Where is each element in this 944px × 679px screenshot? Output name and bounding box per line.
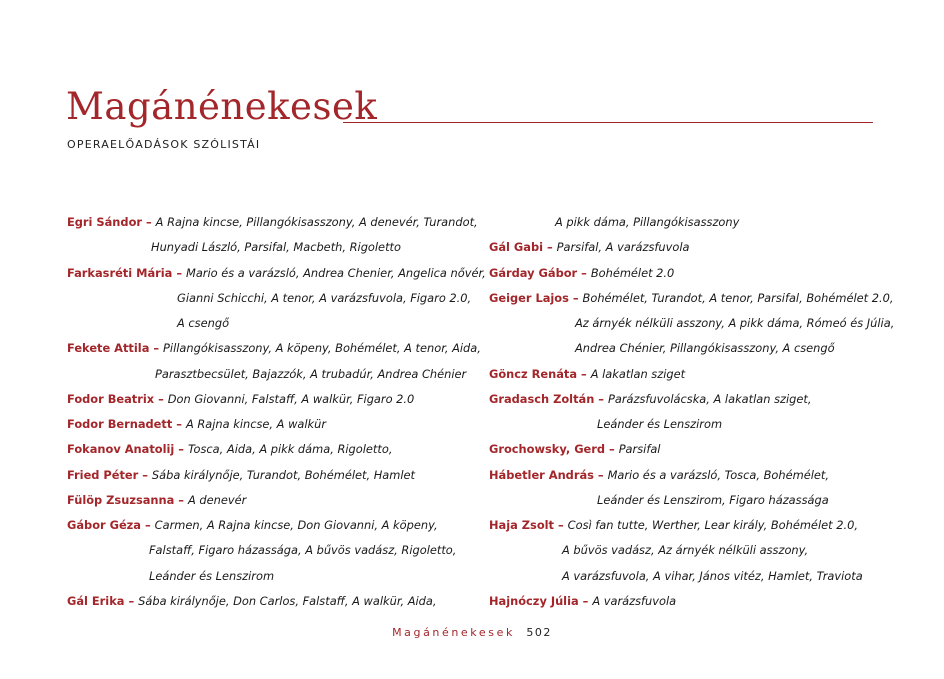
singer-entry — [67, 336, 481, 361]
separator-dash: – — [138, 467, 152, 482]
works-list: Sába királynője, Don Carlos, Falstaff, A walkür, Aida, — [138, 593, 437, 608]
separator-dash: – — [577, 265, 591, 280]
separator-dash: – — [142, 215, 156, 229]
entry-continuation — [67, 311, 467, 336]
singer-entry — [489, 589, 909, 614]
singer-name: Haja Zsolt — [489, 518, 554, 532]
page-title: Magánénekesek — [66, 85, 378, 128]
singer-name: Geiger Lajos — [489, 290, 569, 305]
separator-dash: – — [174, 442, 188, 457]
works-list: A Rajna kincse, A walkür — [185, 417, 327, 431]
singer-entry — [67, 589, 467, 614]
works-list: Don Giovanni, Falstaff, A walkür, Figaro 2.0 — [167, 391, 415, 406]
entry-continuation — [67, 286, 472, 311]
singer-entry — [67, 261, 486, 286]
works-list: Andrea Chénier, Pillangókisasszony, A csengő — [575, 341, 835, 356]
separator-dash: – — [578, 593, 593, 608]
singer-name: Fried Péter — [67, 467, 139, 482]
works-list: A varázsfuvola — [592, 593, 677, 608]
singer-entry — [67, 513, 467, 538]
works-list: A pikk dáma, Pillangókisasszony — [555, 215, 740, 229]
separator-dash: – — [124, 593, 139, 608]
singer-entry — [67, 437, 467, 462]
works-list: Parázsfuvolácska, A lakatlan sziget, — [607, 391, 812, 406]
singer-name: Egri Sándor — [67, 215, 143, 229]
separator-dash: – — [172, 265, 186, 280]
works-list: Parsifal, A varázsfuvola — [556, 240, 690, 255]
singer-entry — [489, 261, 909, 286]
entry-continuation — [67, 235, 467, 260]
singer-entry — [489, 513, 909, 538]
singer-entry — [67, 210, 478, 235]
works-list: A bűvös vadász, Az árnyék nélküli asszony, — [562, 543, 809, 558]
singer-entry — [67, 387, 467, 412]
singer-entry — [489, 362, 909, 387]
works-list: Così fan tutte, Werther, Lear király, Bohémélet 2.0, — [567, 518, 858, 532]
separator-dash: – — [577, 366, 591, 381]
works-list: Hunyadi László, Parsifal, Macbeth, Rigoletto — [151, 240, 401, 255]
works-list: Gianni Schicchi, A tenor, A varázsfuvola, Figaro 2.0, — [177, 290, 472, 305]
entry-continuation — [67, 362, 467, 387]
separator-dash: – — [568, 290, 583, 305]
singer-entry — [489, 387, 909, 412]
works-list: Mario és a varázsló, Andrea Chenier, Angelica nővér, — [186, 265, 486, 280]
left-column — [67, 210, 486, 614]
title-rule — [343, 122, 873, 123]
works-list: Tosca, Aida, A pikk dáma, Rigoletto, — [187, 442, 393, 457]
footer-title: Magánénekesek — [392, 626, 515, 639]
singer-entry — [67, 412, 467, 437]
singer-name: Fokanov Anatolij — [67, 442, 175, 457]
singer-name: Hábetler András — [489, 467, 594, 482]
entry-continuation — [67, 564, 467, 589]
entry-continuation — [489, 336, 909, 361]
separator-dash: – — [593, 467, 608, 482]
separator-dash: – — [141, 518, 155, 532]
works-list: Leánder és Lenszirom, Figaro házassága — [597, 492, 829, 507]
singer-name: Gál Erika — [67, 593, 125, 608]
singer-entry — [67, 488, 467, 513]
singer-name: Göncz Renáta — [489, 366, 578, 381]
singer-name: Grochowsky, Gerd — [489, 442, 606, 457]
separator-dash: – — [543, 240, 557, 255]
works-list: Carmen, A Rajna kincse, Don Giovanni, A köpeny, — [154, 518, 438, 532]
singer-entry — [489, 235, 909, 260]
singer-name: Hajnóczy Júlia — [489, 593, 579, 608]
entry-continuation — [489, 210, 909, 235]
page-number: 502 — [526, 626, 552, 639]
entry-continuation — [489, 311, 909, 336]
entry-continuation — [489, 412, 909, 437]
singer-name: Fülöp Zsuzsanna — [67, 492, 175, 507]
entry-continuation — [489, 488, 909, 513]
entry-continuation — [489, 564, 909, 589]
singer-entry — [489, 437, 909, 462]
separator-dash: – — [594, 391, 608, 406]
singer-name: Fodor Beatrix — [67, 391, 155, 406]
works-list: Leánder és Lenszirom — [149, 568, 275, 583]
works-list: Pillangókisasszony, A köpeny, Bohémélet, A tenor, Aida, — [163, 341, 481, 356]
page-footer — [0, 626, 944, 639]
works-list: Falstaff, Figaro házassága, A bűvös vadász, Rigoletto, — [149, 543, 457, 558]
works-list: A lakatlan sziget — [590, 366, 686, 381]
works-list: A varázsfuvola, A vihar, János vitéz, Hamlet, Traviota — [562, 568, 863, 583]
singer-entry — [489, 286, 909, 311]
singer-name: Fodor Bernadett — [67, 417, 173, 431]
separator-dash: – — [554, 518, 568, 532]
separator-dash: – — [172, 417, 186, 431]
works-list: Parasztbecsület, Bajazzók, A trubadúr, Andrea Chénier — [155, 366, 467, 381]
works-list: Az árnyék nélküli asszony, A pikk dáma, Rómeó és Júlia, — [575, 316, 895, 330]
singer-name: Gradasch Zoltán — [489, 391, 595, 406]
works-list: Sába királynője, Turandot, Bohémélet, Hamlet — [151, 467, 415, 482]
singer-entry — [67, 463, 467, 488]
separator-dash: – — [149, 341, 164, 356]
right-column — [489, 210, 909, 614]
entry-continuation — [67, 538, 467, 563]
page-subtitle: OPERAELŐADÁSOK SZÓLISTÁI — [67, 138, 261, 151]
works-list: A csengő — [177, 316, 230, 330]
singer-name: Gárday Gábor — [489, 265, 578, 280]
works-list: Bohémélet 2.0 — [590, 265, 675, 280]
separator-dash: – — [154, 391, 168, 406]
singer-entry — [489, 463, 909, 488]
works-list: Mario és a varázsló, Tosca, Bohémélet, — [607, 467, 829, 482]
separator-dash: – — [174, 492, 188, 507]
works-list: A denevér — [187, 492, 247, 507]
singer-name: Fekete Attila — [67, 341, 150, 356]
singer-name: Farkasréti Mária — [67, 265, 173, 280]
works-list: Parsifal — [618, 442, 661, 457]
works-list: Bohémélet, Turandot, A tenor, Parsifal, Bohémélet 2.0, — [582, 290, 894, 305]
entry-continuation — [489, 538, 909, 563]
works-list: A Rajna kincse, Pillangókisasszony, A denevér, Turandot, — [155, 215, 478, 229]
works-list: Leánder és Lenszirom — [597, 417, 723, 431]
singer-name: Gábor Géza — [67, 518, 141, 532]
singer-name: Gál Gabi — [489, 240, 543, 255]
separator-dash: – — [605, 442, 619, 457]
